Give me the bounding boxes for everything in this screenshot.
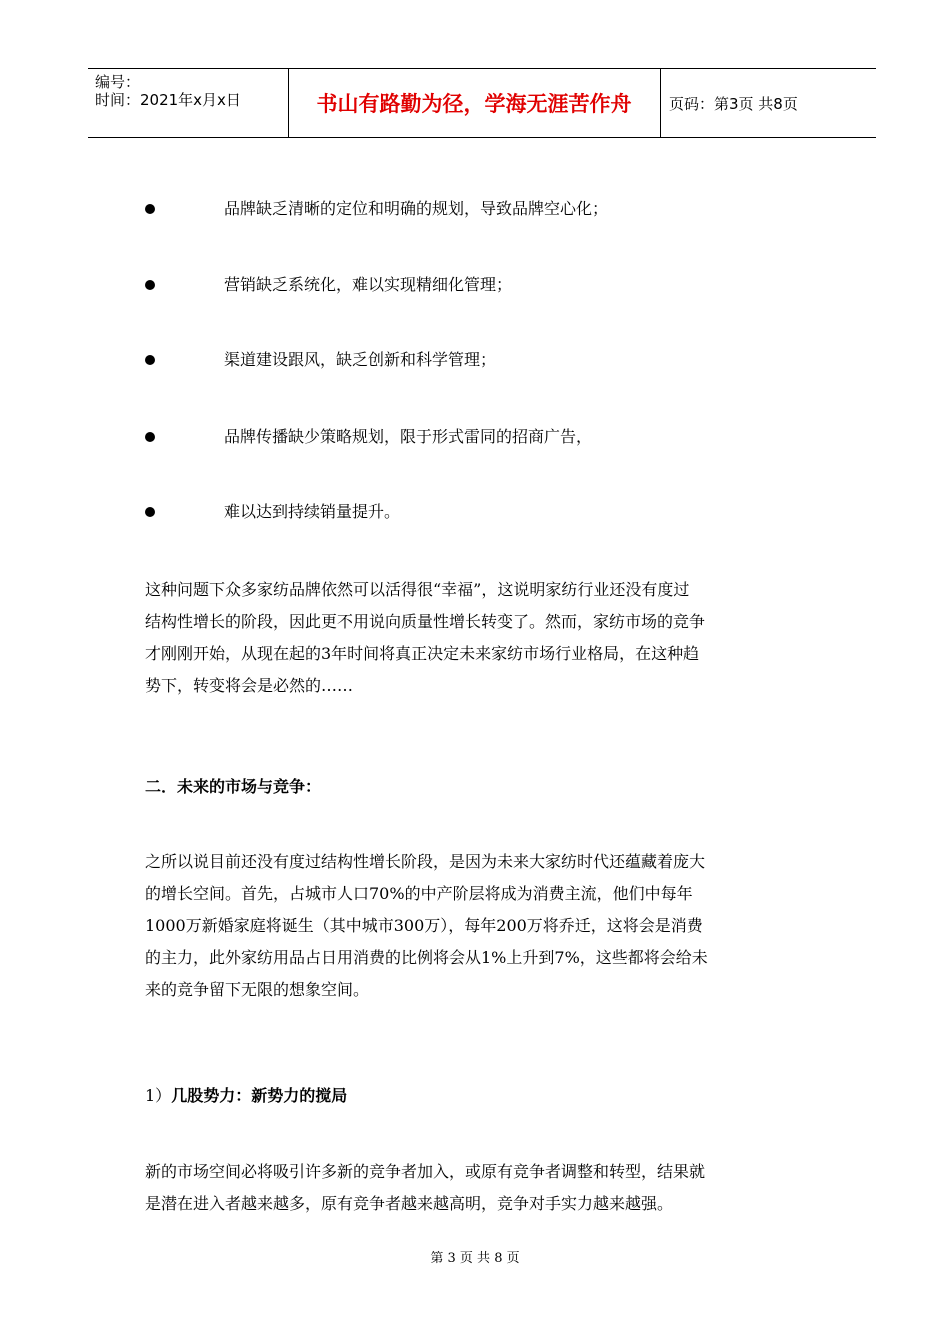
document-header bbox=[88, 68, 876, 138]
paragraph-line: 1000万新婚家庭将诞生（其中城市300万），每年200万将乔迁，这将会是消费 bbox=[145, 916, 703, 935]
sub-heading bbox=[145, 1085, 347, 1107]
bullet-item bbox=[0, 426, 950, 450]
paragraph-line: 的主力，此外家纺用品占日用消费的比例将会从1%上升到7%，这些都将会给未 bbox=[145, 948, 708, 967]
bullet-item bbox=[0, 501, 950, 525]
header-motto: 书山有路勤为径，学海无涯苦作舟 bbox=[316, 92, 632, 116]
bullet-text: 品牌传播缺少策略规划，限于形式雷同的招商广告， bbox=[224, 427, 593, 446]
bullet-dot-icon bbox=[145, 355, 155, 365]
sub-heading-text: 几股势力：新势力的搅局 bbox=[171, 1086, 348, 1105]
bullet-dot-icon bbox=[145, 204, 155, 214]
section-heading: 二．未来的市场与竞争： bbox=[145, 777, 322, 796]
header-meta bbox=[95, 73, 285, 109]
paragraph-line: 的增长空间。首先，占城市人口70%的中产阶层将成为消费主流，他们中每年 bbox=[145, 884, 693, 903]
bullet-text: 品牌缺乏清晰的定位和明确的规划，导致品牌空心化； bbox=[224, 199, 609, 218]
bullet-item bbox=[0, 274, 950, 298]
document-number-label: 编号： bbox=[95, 73, 141, 91]
paragraph-line: 是潜在进入者越来越多，原有竞争者越来越高明，竞争对手实力越来越强。 bbox=[145, 1194, 674, 1213]
bullet-text: 营销缺乏系统化，难以实现精细化管理； bbox=[224, 275, 513, 294]
paragraph-line: 之所以说目前还没有度过结构性增长阶段，是因为未来大家纺时代还蕴藏着庞大 bbox=[145, 852, 706, 871]
bullet-dot-icon bbox=[145, 432, 155, 442]
paragraph-line: 才刚刚开始，从现在起的3年时间将真正决定未来家纺市场行业格局，在这种趋 bbox=[145, 644, 700, 663]
paragraph-line: 来的竞争留下无限的想象空间。 bbox=[145, 980, 370, 999]
paragraph-line: 这种问题下众多家纺品牌依然可以活得很“幸福”，这说明家纺行业还没有度过 bbox=[145, 580, 690, 599]
header-page-info: 页码：第3页 共8页 bbox=[669, 95, 798, 113]
document-time-label: 时间：2021年x月x日 bbox=[95, 91, 241, 109]
bullet-text: 渠道建设跟风，缺乏创新和科学管理； bbox=[224, 350, 497, 369]
paragraph-industry-status bbox=[145, 574, 815, 702]
bullet-dot-icon bbox=[145, 280, 155, 290]
paragraph-line: 新的市场空间必将吸引许多新的竞争者加入，或原有竞争者调整和转型，结果就 bbox=[145, 1162, 706, 1181]
header-divider bbox=[660, 69, 661, 137]
paragraph-line: 势下，转变将会是必然的…… bbox=[145, 676, 354, 695]
sub-heading-number: 1） bbox=[145, 1086, 172, 1105]
bullet-item bbox=[0, 198, 950, 222]
paragraph-line: 结构性增长的阶段，因此更不用说向质量性增长转变了。然而，家纺市场的竞争 bbox=[145, 612, 706, 631]
page-footer: 第 3 页 共 8 页 bbox=[430, 1251, 520, 1266]
paragraph-market-space bbox=[145, 846, 815, 1006]
paragraph-competitors bbox=[145, 1156, 815, 1220]
bullet-dot-icon bbox=[145, 507, 155, 517]
bullet-text: 难以达到持续销量提升。 bbox=[224, 502, 401, 521]
bullet-item bbox=[0, 349, 950, 373]
